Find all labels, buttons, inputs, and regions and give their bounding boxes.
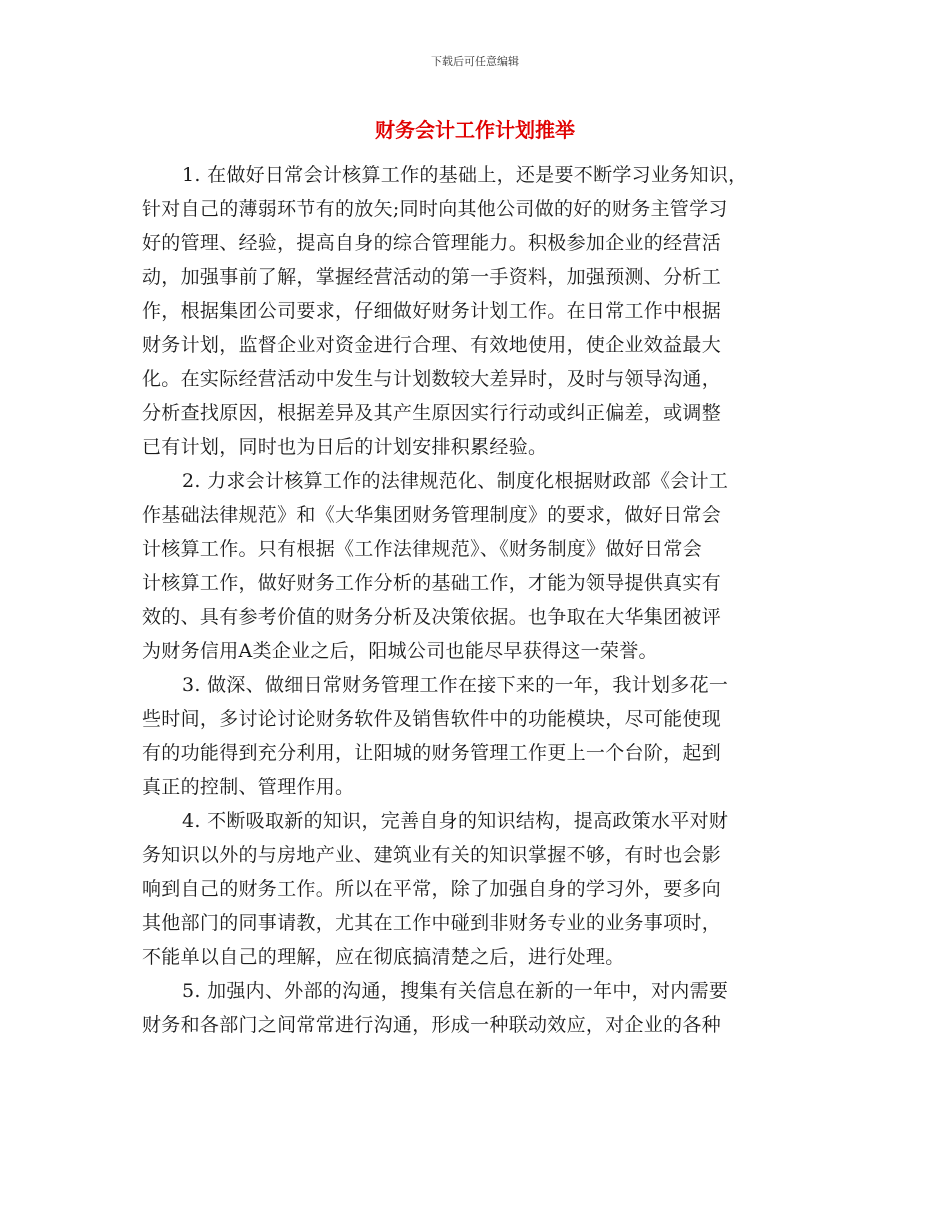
paragraph-line: 计核算工作，做好财务工作分析的基础工作，才能为领导提供真实有 (142, 572, 722, 594)
paragraph-line: 4. 不断吸取新的知识，完善自身的知识结构，提高政策水平对财 (182, 810, 729, 832)
paragraph-line: 5. 加强内、外部的沟通，搜集有关信息在新的一年中，对内需要 (182, 980, 729, 1002)
paragraph-line: 计核算工作。只有根据《工作法律规范》、《财务制度》做好日常会 (142, 538, 703, 560)
paragraph-line: 不能单以自己的理解，应在彻底搞清楚之后，进行处理。 (142, 946, 625, 968)
paragraph-line: 真正的控制、管理作用。 (142, 776, 355, 798)
paragraph (142, 668, 822, 804)
paragraph-line: 些时间，多讨论讨论财务软件及销售软件中的功能模块，尽可能使现 (142, 708, 722, 730)
paragraph-line: 好的管理、经验，提高自身的综合管理能力。积极参加企业的经营活 (142, 232, 722, 254)
paragraph-line: 分析查找原因，根据差异及其产生原因实行行动或纠正偏差，或调整 (142, 402, 722, 424)
paragraph-line: 针对自己的薄弱环节有的放矢;同时向其他公司做的好的财务主管学习 (142, 198, 728, 220)
paragraph (142, 464, 822, 668)
paragraph-line: 响到自己的财务工作。所以在平常，除了加强自身的学习外，要多向 (142, 878, 722, 900)
paragraph-line: 1. 在做好日常会计核算工作的基础上，还是要不断学习业务知识， (182, 164, 748, 186)
paragraph (142, 158, 822, 464)
paragraph-line: 务知识以外的与房地产业、建筑业有关的知识掌握不够，有时也会影 (142, 844, 722, 866)
paragraph-line: 化。在实际经营活动中发生与计划数较大差异时，及时与领导沟通， (142, 368, 722, 390)
document-title: 财务会计工作计划推举 (375, 118, 575, 142)
paragraph-line: 财务和各部门之间常常进行沟通，形成一种联动效应，对企业的各种 (142, 1014, 722, 1036)
page-header: 下载后可任意编辑 (431, 55, 519, 68)
paragraph-line: 3. 做深、做细日常财务管理工作在接下来的一年，我计划多花一 (182, 674, 729, 696)
paragraph-line: 效的、具有参考价值的财务分析及决策依据。也争取在大华集团被评 (142, 606, 722, 628)
paragraph-line: 其他部门的同事请教，尤其在工作中碰到非财务专业的业务事项时， (142, 912, 722, 934)
paragraph-line: 作基础法律规范》和《大华集团财务管理制度》的要求，做好日常会 (142, 504, 722, 526)
paragraph-line: 有的功能得到充分利用，让阳城的财务管理工作更上一个台阶，起到 (142, 742, 722, 764)
document-body (142, 158, 822, 1042)
paragraph-line: 财务计划，监督企业对资金进行合理、有效地使用，使企业效益最大 (142, 334, 722, 356)
paragraph-line: 作，根据集团公司要求，仔细做好财务计划工作。在日常工作中根据 (142, 300, 722, 322)
paragraph-line: 2. 力求会计核算工作的法律规范化、制度化根据财政部《会计工 (182, 470, 729, 492)
paragraph (142, 974, 822, 1042)
paragraph-line: 为财务信用A类企业之后，阳城公司也能尽早获得这一荣誉。 (142, 640, 658, 662)
paragraph-line: 已有计划，同时也为日后的计划安排积累经验。 (142, 436, 548, 458)
paragraph-line: 动，加强事前了解，掌握经营活动的第一手资料，加强预测、分析工 (142, 266, 722, 288)
paragraph (142, 804, 822, 974)
